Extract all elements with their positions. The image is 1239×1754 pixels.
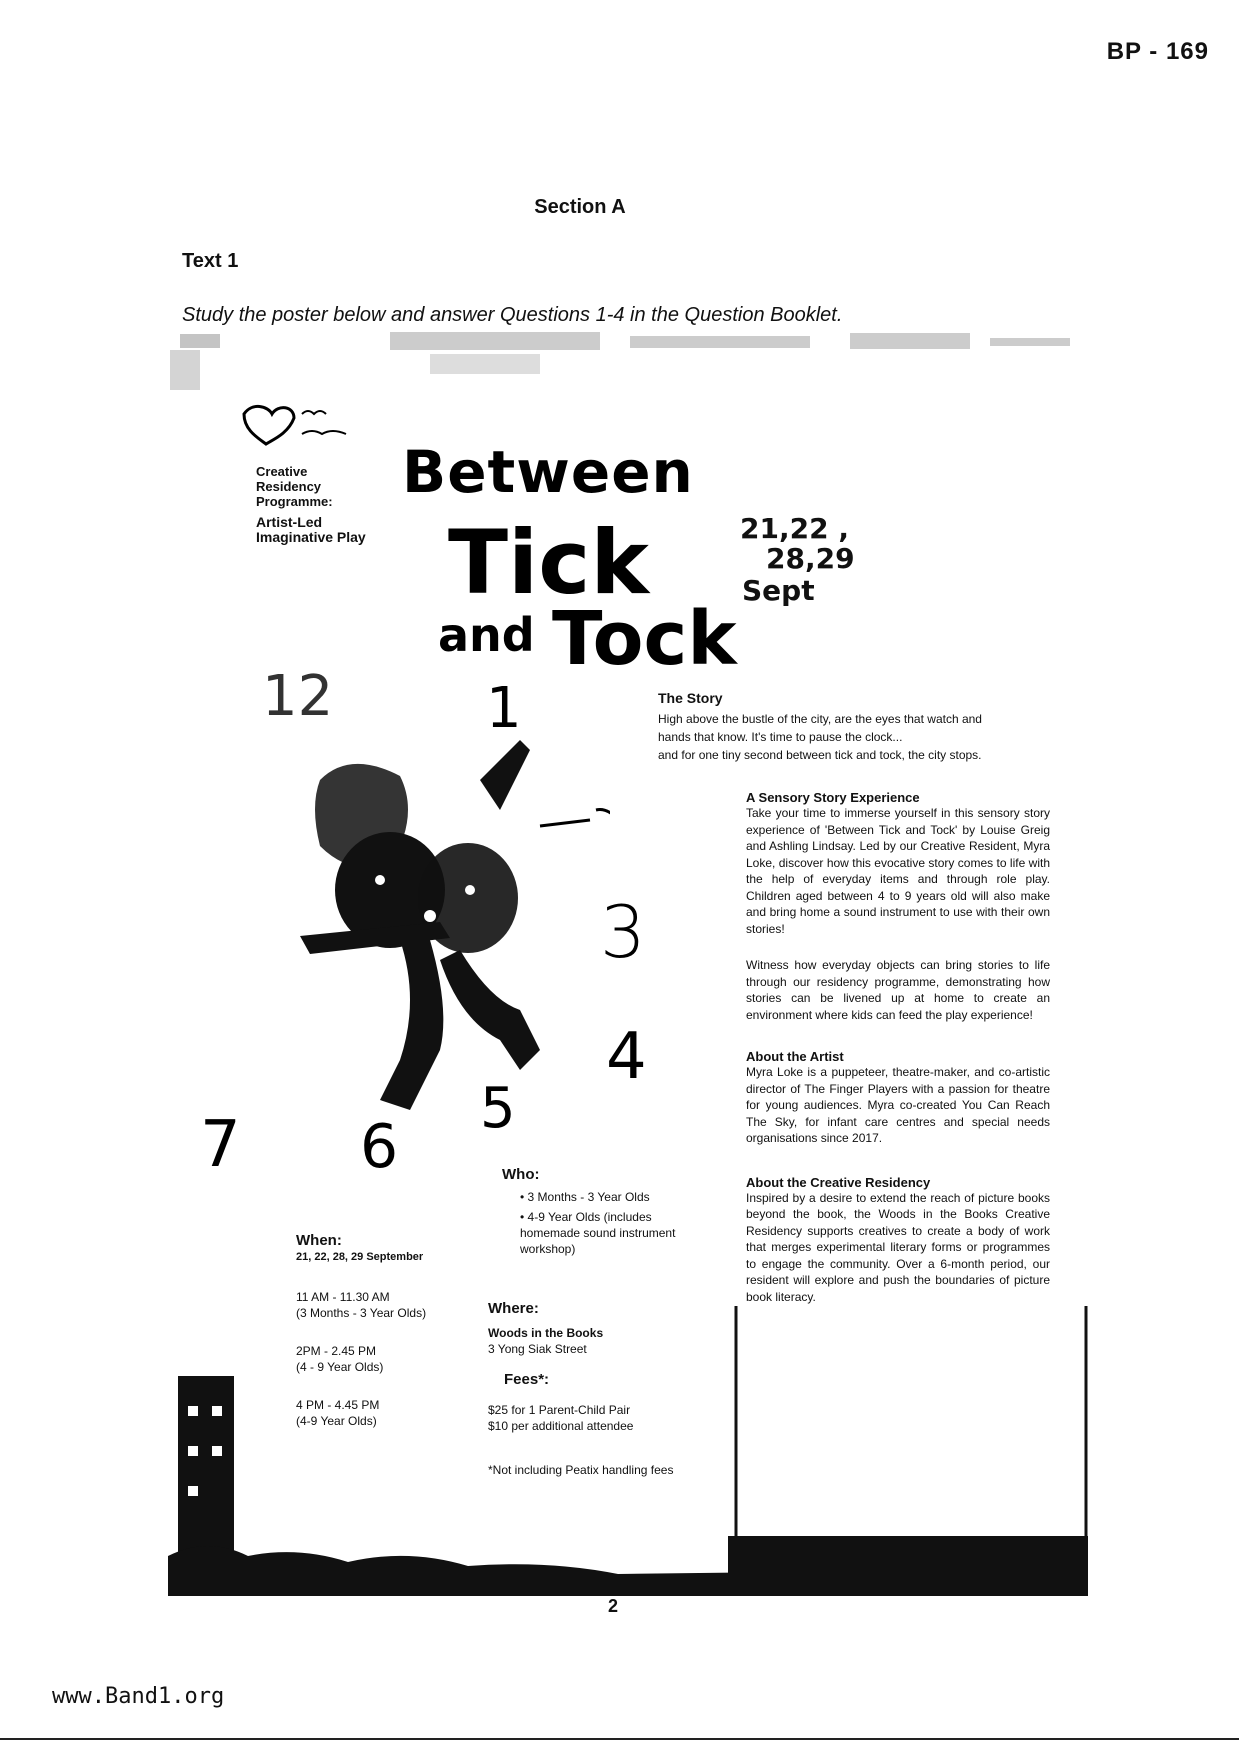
clock-number-12: 12 bbox=[262, 664, 334, 729]
residency-heading: About the Creative Residency bbox=[746, 1174, 931, 1190]
fees-heading: Fees*: bbox=[504, 1371, 550, 1388]
slot-group: (4-9 Year Olds) bbox=[296, 1414, 377, 1428]
who-item-text: 4-9 Year Olds (includes homemade sound instrument workshop) bbox=[520, 1210, 676, 1256]
who-item: • 3 Months - 3 Year Olds bbox=[520, 1190, 650, 1204]
story-heading: The Story bbox=[658, 690, 723, 706]
text-label: Text 1 bbox=[182, 250, 239, 272]
org-line: Programme: bbox=[256, 494, 333, 509]
where-heading: Where: bbox=[488, 1300, 539, 1317]
title-between: Between bbox=[402, 438, 694, 506]
slot-time: 4 PM - 4.45 PM bbox=[296, 1398, 380, 1412]
story-line: and for one tiny second between tick and tock, the city stops. bbox=[658, 748, 982, 762]
section-title: Section A bbox=[534, 196, 626, 218]
clock-number-1: 1 bbox=[486, 676, 522, 741]
programme-label bbox=[256, 464, 366, 545]
sensory-heading: A Sensory Story Experience bbox=[746, 790, 920, 805]
footer-site: www.Band1.org bbox=[52, 1684, 225, 1709]
story-block bbox=[658, 690, 1058, 764]
address: 3 Yong Siak Street bbox=[488, 1342, 587, 1356]
sensory-text: Take your time to immerse yourself in this sensory story experience of 'Between Tick and Tock' by Louise Greig and Ashling Lindsay. Led by our Creative Resident, Myra Loke, discover how this evocative story comes to life with the help of everyday items and through role play. Children aged between 4 to 9 years old will also make and bring home a sound instrument to use with their own stories! bbox=[746, 806, 1050, 936]
document-code: BP - 169 bbox=[1106, 38, 1209, 65]
fees-note: *Not including Peatix handling fees bbox=[488, 1463, 674, 1477]
right-column bbox=[746, 790, 1050, 1305]
dates-line: 21,22 , bbox=[740, 512, 849, 545]
running-figure-illustration bbox=[280, 740, 610, 1120]
clock-number-6: 6 bbox=[360, 1112, 399, 1182]
poster-page-number: 2 bbox=[608, 1596, 619, 1616]
instruction: Study the poster below and answer Questions 1-4 in the Question Booklet. bbox=[182, 304, 843, 326]
slot-group: (4 - 9 Year Olds) bbox=[296, 1360, 384, 1374]
fee-line: $10 per additional attendee bbox=[488, 1419, 634, 1433]
scan-noise-top bbox=[170, 330, 1085, 390]
when-heading: When: bbox=[296, 1232, 342, 1249]
fee-line: $25 for 1 Parent-Child Pair bbox=[488, 1403, 631, 1417]
org-line: Creative bbox=[256, 464, 308, 479]
clock-number-5: 5 bbox=[480, 1076, 516, 1141]
artist-heading: About the Artist bbox=[746, 1049, 844, 1064]
title-and: and bbox=[438, 608, 535, 662]
when-dates: 21, 22, 28, 29 September bbox=[296, 1251, 424, 1263]
clock-number-4: 4 bbox=[606, 1020, 647, 1094]
story-line: hands that know. It's time to pause the clock... bbox=[658, 730, 903, 744]
artist-text: Myra Loke is a puppeteer, theatre-maker, and co-artistic director of The Finger Players with a passion for theatre for young audiences. Myra co-created You Can Reach The Sky, for infant care centres and special needs organisations since 2017. bbox=[746, 1065, 1050, 1145]
sensory-text-2: Witness how everyday objects can bring stories to life through our residency programme, demonstrating how stories can be livened up at home to create an environment where kids can feed the play experience! bbox=[746, 958, 1050, 1022]
title-tock: Tock bbox=[552, 596, 737, 682]
clock-number-3: 3 bbox=[600, 890, 646, 974]
story-line: High above the bustle of the city, are the eyes that watch and bbox=[658, 712, 982, 726]
dates-line: 28,29 bbox=[766, 542, 855, 575]
org-line: Artist-Led bbox=[256, 514, 323, 530]
title-tick: Tick bbox=[448, 511, 649, 614]
org-line: Imaginative Play bbox=[256, 529, 366, 545]
venue: Woods in the Books bbox=[488, 1326, 604, 1340]
poster-bottom-decoration bbox=[168, 1306, 1088, 1606]
clock-number-7: 7 bbox=[200, 1108, 241, 1182]
who-block bbox=[502, 1166, 712, 1257]
who-item-text: 3 Months - 3 Year Olds bbox=[527, 1190, 650, 1204]
footer-rule bbox=[0, 1738, 1239, 1740]
slot-group: (3 Months - 3 Year Olds) bbox=[296, 1306, 427, 1320]
dates-line: Sept bbox=[742, 574, 815, 607]
residency-text: Inspired by a desire to extend the reach of picture books beyond the book, the Woods in the Books Creative Residency supports creatives to create a body of work that merges experimental literary forms or programmes to engage the community. Over a 6-month period, our resident will explore and push the boundaries of picture book literacy. bbox=[746, 1190, 1050, 1304]
who-heading: Who: bbox=[502, 1166, 540, 1183]
org-line: Residency bbox=[256, 479, 322, 494]
slot-time: 11 AM - 11.30 AM bbox=[296, 1290, 390, 1304]
who-item: • 4-9 Year Olds (includes homemade sound instrument workshop) bbox=[520, 1210, 676, 1256]
woods-in-the-books-logo bbox=[238, 400, 368, 452]
slot-time: 2PM - 2.45 PM bbox=[296, 1344, 377, 1358]
